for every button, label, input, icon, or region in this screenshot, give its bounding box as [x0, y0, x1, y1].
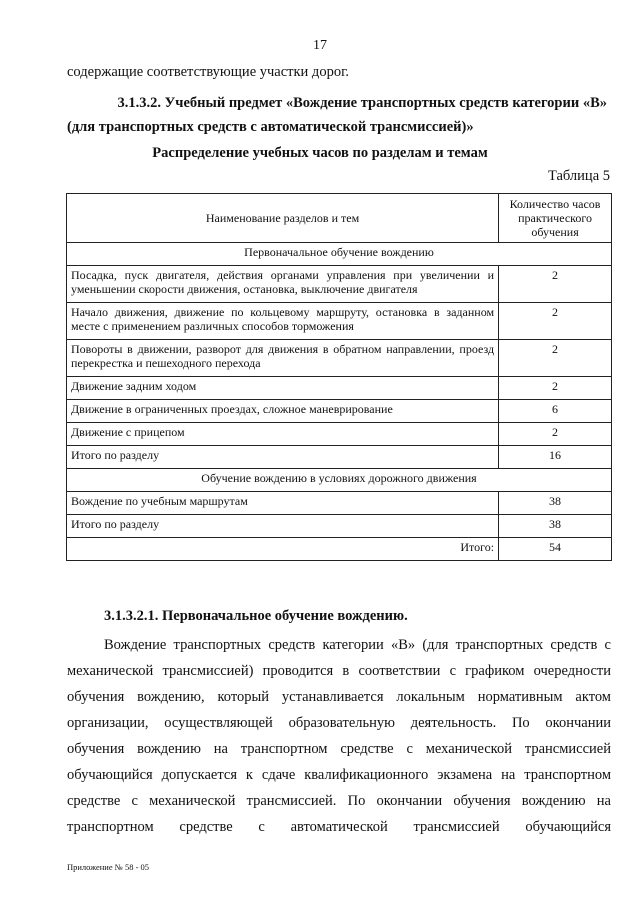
section-title: Обучение вождению в условиях дорожного движения [67, 469, 612, 492]
topic-name: Движение в ограниченных проездах, сложное маневрирование [67, 400, 499, 423]
table-row [67, 303, 612, 340]
subtotal-row [67, 446, 612, 469]
topic-name: Повороты в движении, разворот для движения в обратном направлении, проезд перекрестка и пешеходного перехода [67, 340, 499, 377]
section-header-row [67, 469, 612, 492]
table-label: Таблица 5 [547, 168, 610, 184]
page-number: 17 [313, 38, 327, 53]
total-row [67, 538, 612, 561]
subject-heading-line-2: (для транспортных средств с автоматической трансмиссией)» [67, 119, 474, 135]
table-row [67, 423, 612, 446]
topic-hours: 38 [499, 492, 612, 515]
subtotal-value: 16 [499, 446, 612, 469]
topic-hours: 2 [499, 266, 612, 303]
topic-name: Движение с прицепом [67, 423, 499, 446]
table-row [67, 377, 612, 400]
table-row [67, 266, 612, 303]
table-row [67, 492, 612, 515]
body-paragraph: Вождение транспортных средств категории «B» (для транспортных средств с механической трансмиссией) проводится в соответствии с графиком очередности обучения вождению, который устанавливается локальным нормативным актом организации, осуществляющей образовательную деятельность. По окончании обучения вождению на транспортном средстве с механической трансмиссией обучающийся допускается к сдаче квалификационного экзамена на транспортном средстве с механической трансмиссией. По окончании обучения вождению на транспортном средстве с автоматической трансмиссией обучающийся [67, 637, 611, 835]
subtotal-label: Итого по разделу [67, 446, 499, 469]
topic-name: Движение задним ходом [67, 377, 499, 400]
subsection-title: 3.1.3.2.1. Первоначальное обучение вождению. [104, 608, 408, 624]
total-label: Итого: [67, 538, 499, 561]
topic-name: Вождение по учебным маршрутам [67, 492, 499, 515]
section-header-row [67, 243, 612, 266]
total-value: 54 [499, 538, 612, 561]
footer-note: Приложение № 58 - 05 [67, 862, 150, 872]
section-title: Первоначальное обучение вождению [67, 243, 612, 266]
subject-heading-line-1: 3.1.3.2. Учебный предмет «Вождение транспортных средств категории «B» [117, 95, 607, 111]
continuation-text: содержащие соответствующие участки дорог. [67, 64, 349, 80]
topic-name: Начало движения, движение по кольцевому маршруту, остановка в заданном месте с применением различных способов торможения [67, 303, 499, 340]
topic-name: Посадка, пуск двигателя, действия органами управления при увеличении и уменьшении скорости движения, остановка, выключение двигателя [67, 266, 499, 303]
subtotal-label: Итого по разделу [67, 515, 499, 538]
topic-hours: 6 [499, 400, 612, 423]
hours-table [66, 193, 612, 561]
topic-hours: 2 [499, 303, 612, 340]
table-row [67, 340, 612, 377]
column-header-name: Наименование разделов и тем [67, 194, 499, 243]
table-header-row [67, 194, 612, 243]
topic-hours: 2 [499, 377, 612, 400]
subtotal-row [67, 515, 612, 538]
topic-hours: 2 [499, 423, 612, 446]
distribution-title: Распределение учебных часов по разделам и темам [152, 145, 488, 161]
subtotal-value: 38 [499, 515, 612, 538]
table-row [67, 400, 612, 423]
topic-hours: 2 [499, 340, 612, 377]
column-header-hours: Количество часов практического обучения [499, 194, 612, 243]
